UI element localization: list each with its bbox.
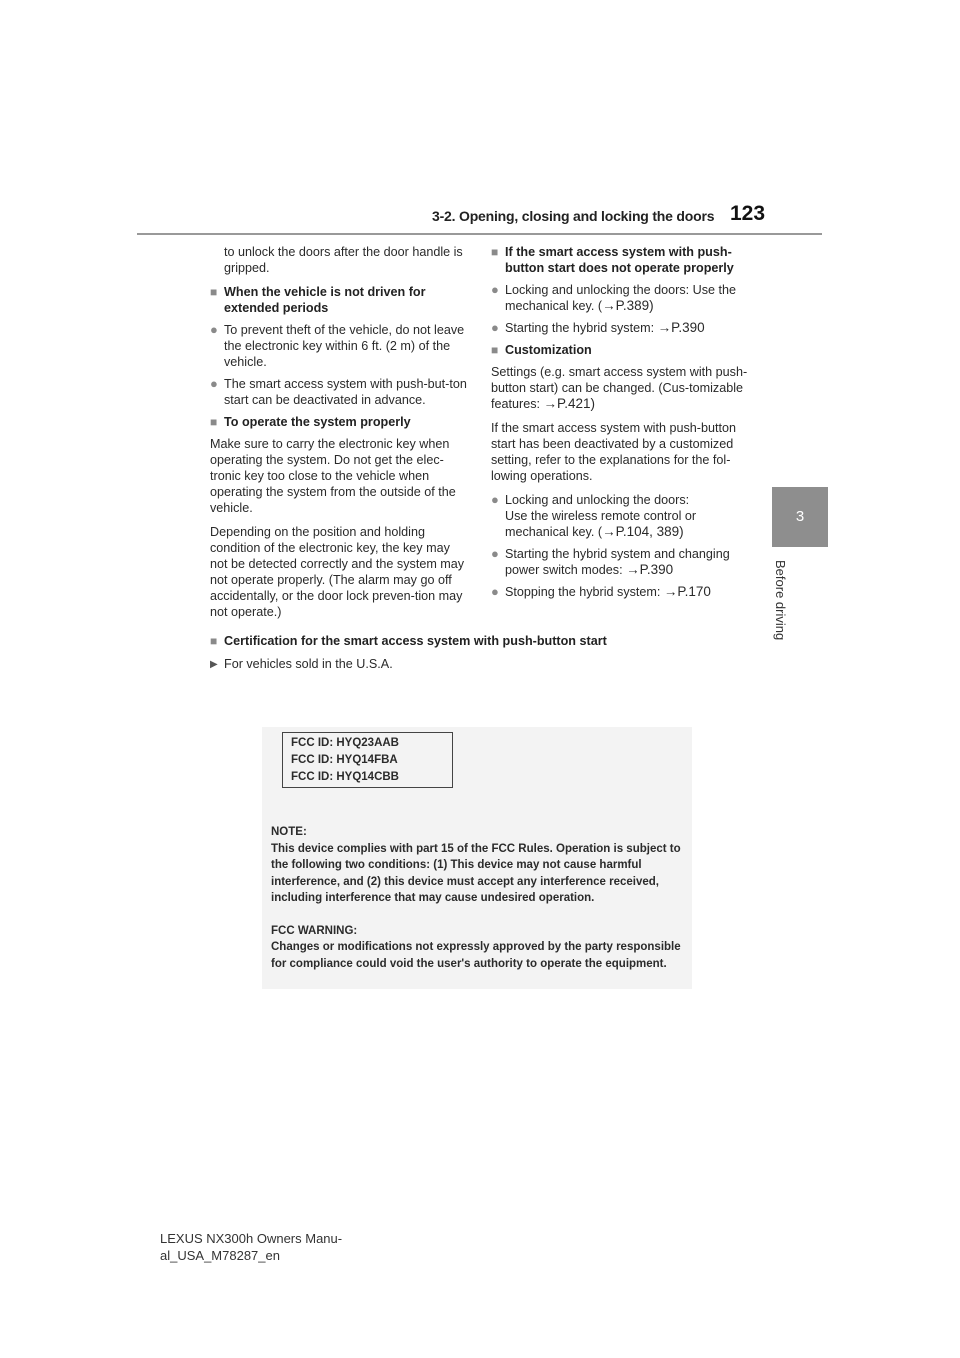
bullet-text: The smart access system with push-but-ton start can be deactivated in advance. (224, 377, 467, 407)
page-reference-link[interactable]: →P.170 (663, 584, 711, 599)
list-item (491, 282, 753, 314)
heading-text: If the smart access system with push-button start does not operate properly (505, 245, 734, 275)
chapter-tab[interactable]: 3 (772, 487, 828, 547)
warning-title: FCC WARNING: (271, 924, 358, 937)
heading-text: To operate the system properly (224, 415, 411, 429)
square-marker-icon: ■ (491, 245, 499, 259)
heading-text: Customization (505, 343, 592, 357)
fcc-note-block (271, 824, 691, 972)
list-item (491, 320, 753, 336)
header-divider (137, 233, 822, 235)
heading-text: When the vehicle is not driven for extended periods (224, 285, 426, 315)
fcc-id-box (282, 732, 453, 788)
square-marker-icon: ■ (210, 634, 218, 648)
list-item (491, 546, 753, 578)
square-marker-icon: ■ (491, 343, 499, 357)
bullet-text: Starting the hybrid system and changing power switch modes: (505, 547, 730, 577)
region-item (210, 657, 393, 673)
footer-line: al_USA_M78287_en (160, 1248, 280, 1263)
page-number: 123 (730, 202, 766, 225)
heading-text: Certification for the smart access system with push-button start (224, 634, 607, 648)
paragraph-text: Settings (e.g. smart access system with push-button start) can be changed. (Cus-tomizable features: (491, 365, 748, 411)
page-reference-link[interactable]: →P.390 (657, 320, 705, 335)
paragraph (491, 364, 753, 412)
bullet-icon: ● (491, 492, 499, 507)
intro-text: to unlock the doors after the door handle is gripped. (224, 245, 463, 275)
footer (160, 1230, 460, 1264)
footer-line: LEXUS NX300h Owners Manu- (160, 1231, 343, 1246)
bullet-icon: ● (210, 322, 218, 337)
paragraph: Make sure to carry the electronic key when operating the system. Do not get the elec-tronic key too close to the vehicle when operating the system from the outside of the vehicle. (210, 437, 456, 515)
page-reference-link[interactable]: →P.390 (626, 562, 674, 577)
fcc-id: FCC ID: HYQ14CBB (291, 771, 399, 783)
fcc-label-image (262, 727, 692, 989)
region-text: For vehicles sold in the U.S.A. (224, 657, 393, 671)
bullet-icon: ● (491, 320, 499, 335)
heading-extended-periods (210, 284, 468, 316)
square-marker-icon: ■ (210, 415, 218, 429)
list-item (210, 322, 468, 370)
list-item (491, 492, 753, 540)
page-reference-link[interactable]: →P.104, 389) (602, 524, 684, 539)
bullet-icon: ● (491, 584, 499, 599)
bullet-text: Starting the hybrid system: (505, 321, 658, 335)
note-title: NOTE: (271, 826, 307, 838)
certification-heading (210, 634, 770, 648)
page-reference-link[interactable]: →P.421) (543, 396, 596, 411)
fcc-id: FCC ID: HYQ14FBA (291, 754, 398, 766)
section-title: 3-2. Opening, closing and locking the doors (432, 208, 715, 224)
note-body: This device complies with part 15 of the FCC Rules. Operation is subject to the following two conditions: (1) This device may not cause harmful interference, and (2) this device must accept any interference received, including interference that may cause undesired operation. (271, 842, 681, 904)
right-column (491, 244, 753, 606)
bullet-text: To prevent theft of the vehicle, do not leave the electronic key within 6 ft. (2 m) of the vehicle. (224, 323, 465, 369)
bullet-icon: ● (210, 376, 218, 391)
paragraph: If the smart access system with push-button start has been deactivated by a customized setting, refer to the explanations for the fol-lowing operations. (491, 421, 736, 483)
list-item (210, 376, 468, 408)
heading-customization (491, 342, 753, 358)
warning-body: Changes or modifications not expressly approved by the party responsible for compliance could void the user's authority to operate the equipment. (271, 941, 681, 970)
paragraph: Depending on the position and holding condition of the electronic key, the key may not be detected correctly and the system may not operate properly. (The alarm may go off accidentally, or the door lock preven-tion may not operate.) (210, 525, 465, 619)
heading-operate-properly (210, 414, 468, 430)
bullet-icon: ● (491, 546, 499, 561)
square-marker-icon: ■ (210, 285, 218, 299)
fcc-id: FCC ID: HYQ23AAB (291, 737, 399, 749)
bullet-text: Stopping the hybrid system: (505, 585, 664, 599)
bullet-text: Locking and unlocking the doors: (505, 493, 690, 507)
spacer (271, 907, 691, 923)
bullet-text: Locking and unlocking the doors: Use the mechanical key. ( (505, 283, 737, 313)
bullet-text: Use the wireless remote control or mechanical key. ( (505, 509, 697, 539)
chapter-label: Before driving (773, 560, 788, 641)
list-item (491, 584, 753, 600)
bullet-icon: ● (491, 282, 499, 297)
left-column (210, 244, 468, 628)
page-reference-link[interactable]: →P.389) (602, 298, 654, 313)
triangle-marker-icon: ▶ (210, 659, 218, 670)
heading-not-operate (491, 244, 753, 276)
